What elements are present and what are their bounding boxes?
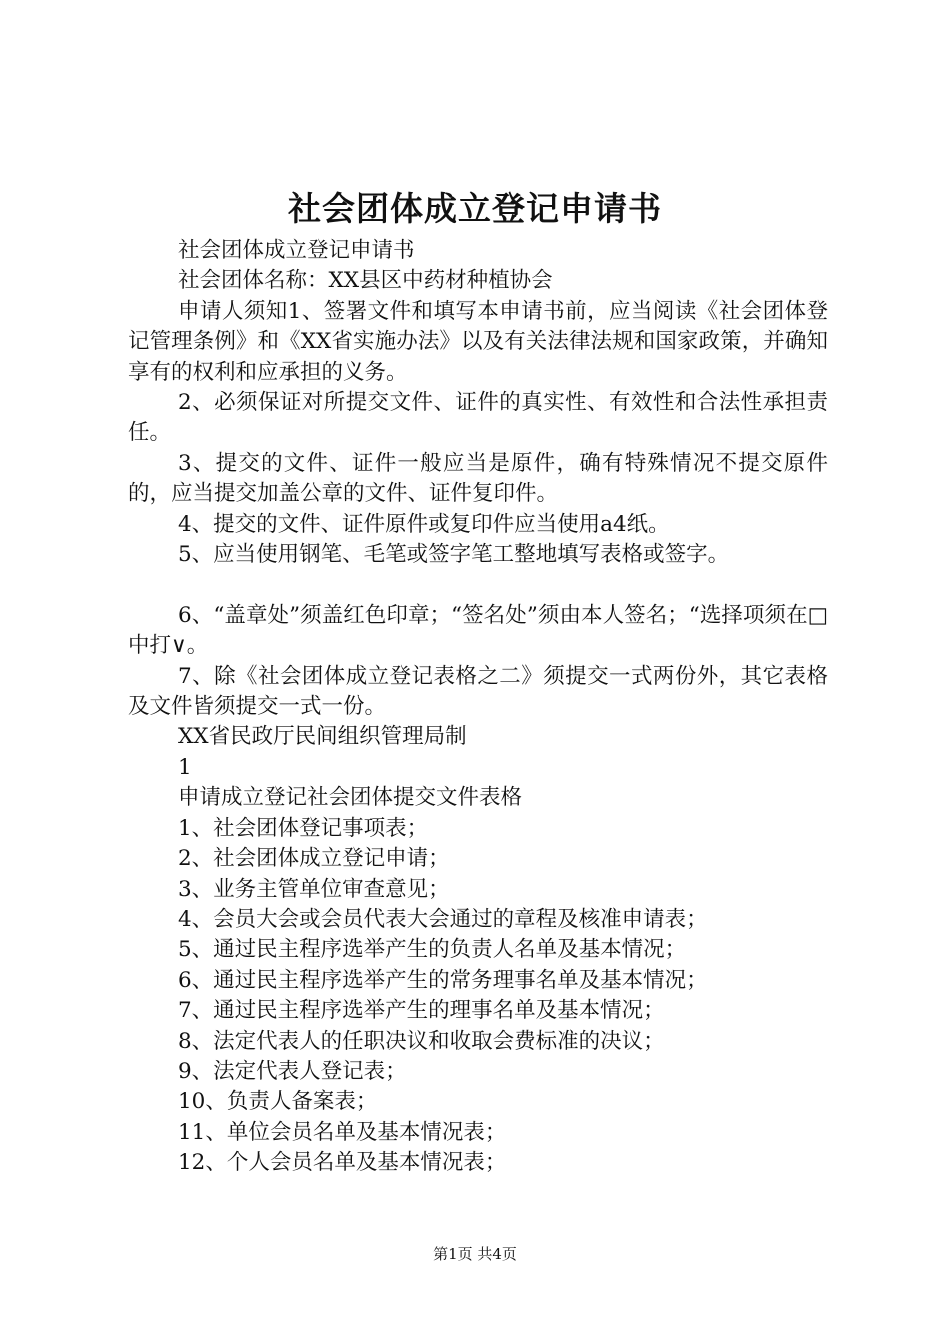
list-item: 12、个人会员名单及基本情况表； bbox=[178, 1150, 507, 1176]
paragraph-notice-5: 5、应当使用钢笔、毛笔或签字笔工整地填写表格或签字。 bbox=[178, 542, 730, 568]
paragraph-organization-name: 社会团体名称：XX县区中药材种植协会 bbox=[178, 268, 553, 294]
list-item: 11、单位会员名单及基本情况表； bbox=[178, 1119, 507, 1145]
paragraph-notice-2: 2、必须保证对所提交文件、证件的真实性、有效性和合法性承担责任。 bbox=[128, 390, 828, 446]
list-item: 3、业务主管单位审查意见； bbox=[178, 876, 450, 902]
document-title: 社会团体成立登记申请书 bbox=[288, 189, 662, 228]
page-footer: 第1页 共4页 bbox=[433, 1245, 517, 1263]
paragraph-notice-1: 申请人须知1、签署文件和填写本申请书前，应当阅读《社会团体登记管理条例》和《XX省实施办法》以及有关法律法规和国家政策，并确知享有的权利和应承担的义务。 bbox=[128, 298, 828, 385]
list-item: 8、法定代表人的任职决议和收取会费标准的决议； bbox=[178, 1028, 665, 1054]
paragraph-issuer: XX省民政厅民间组织管理局制 bbox=[178, 724, 467, 750]
list-item: 2、社会团体成立登记申请； bbox=[178, 846, 450, 872]
paragraph-notice-6: 6、“盖章处”须盖红色印章；“签名处”须由本人签名；“选择项须在□中打∨。 bbox=[128, 602, 828, 659]
list-item: 9、法定代表人登记表； bbox=[178, 1058, 407, 1084]
paragraph-page-number: 1 bbox=[178, 754, 192, 780]
document-body bbox=[128, 236, 828, 1179]
paragraph-notice-3: 3、提交的文件、证件一般应当是原件，确有特殊情况不提交原件的，应当提交加盖公章的文件、证件复印件。 bbox=[128, 450, 828, 507]
list-item: 6、通过民主程序选举产生的常务理事名单及基本情况； bbox=[178, 967, 708, 993]
list-item: 5、通过民主程序选举产生的负责人名单及基本情况； bbox=[178, 937, 687, 963]
list-item: 10、负责人备案表； bbox=[178, 1089, 378, 1115]
paragraph-heading: 社会团体成立登记申请书 bbox=[178, 238, 415, 263]
paragraph-notice-7: 7、除《社会团体成立登记表格之二》须提交一式两份外，其它表格及文件皆须提交一式一份。 bbox=[128, 663, 828, 720]
list-item: 4、会员大会或会员代表大会通过的章程及核准申请表； bbox=[178, 906, 708, 932]
list-item: 1、社会团体登记事项表； bbox=[178, 815, 429, 841]
list-item: 7、通过民主程序选举产生的理事名单及基本情况； bbox=[178, 998, 665, 1024]
blank-line bbox=[128, 570, 828, 600]
paragraph-notice-4: 4、提交的文件、证件原件或复印件应当使用a4纸。 bbox=[178, 511, 670, 537]
paragraph-list-heading: 申请成立登记社会团体提交文件表格 bbox=[178, 785, 523, 811]
